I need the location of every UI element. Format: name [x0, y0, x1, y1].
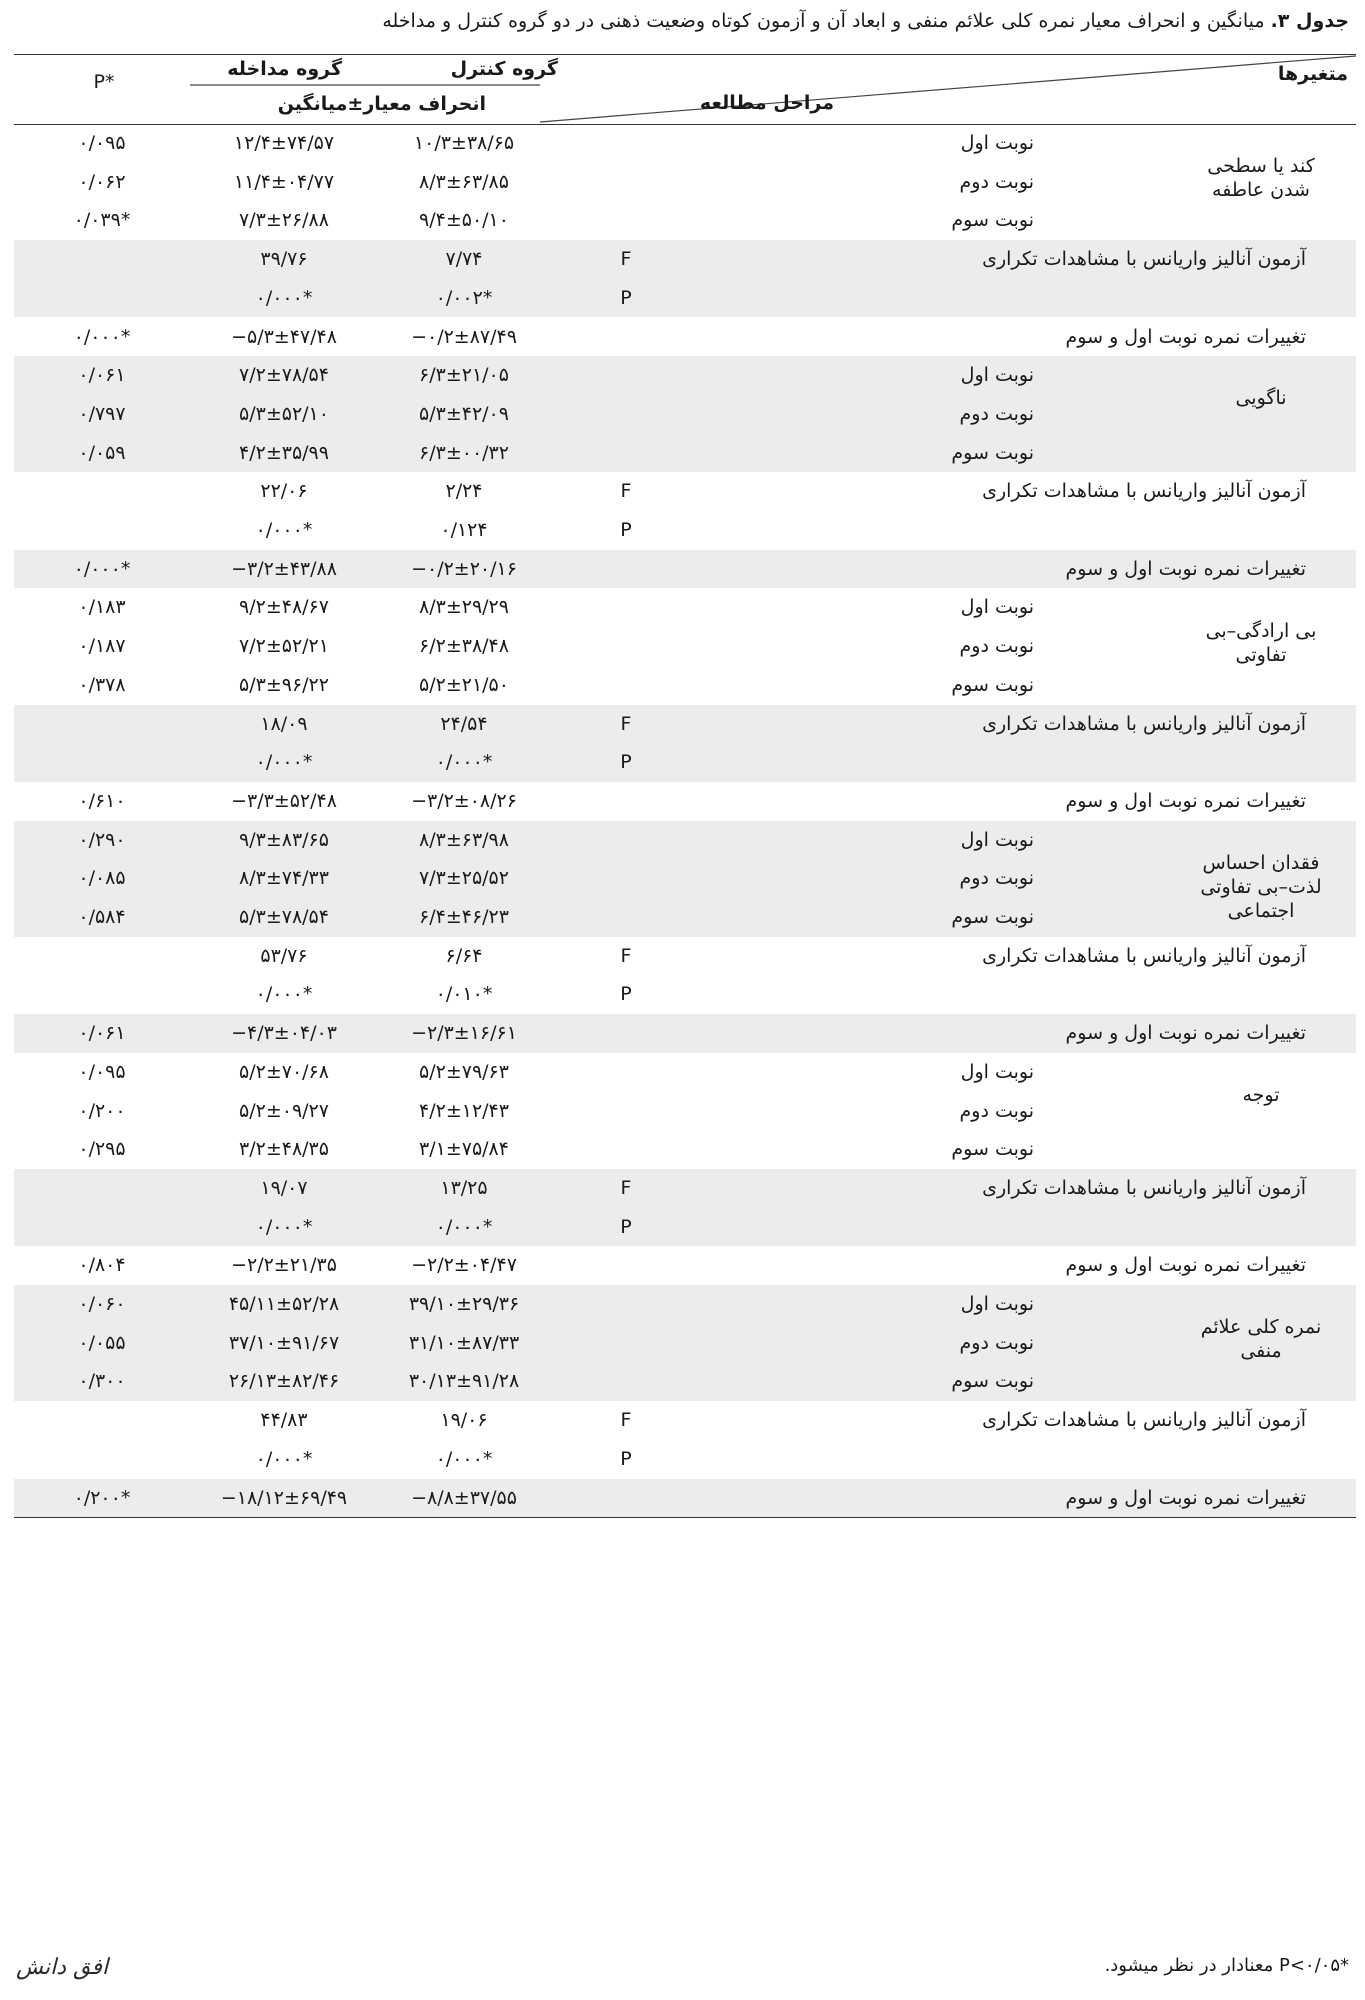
variable-name: فقدان احساس لذت–بی تفاوتی اجتماعی	[1200, 851, 1322, 922]
control-value: ۰/۰۰۰*	[435, 751, 493, 774]
fp-label: P	[620, 286, 632, 309]
p-value: ۰/۰۸۵	[78, 867, 126, 890]
control-value: −۳/۲±۰۸/۲۶	[411, 789, 517, 812]
control-value: ۳/۱±۷۵/۸۴	[419, 1138, 509, 1161]
intervention-value: ۰/۰۰۰*	[255, 1215, 313, 1238]
stage-label: نوبت سوم	[951, 1370, 1034, 1393]
intervention-value: −۱۸/۱۲±۶۹/۴۹	[220, 1486, 348, 1509]
fp-label: P	[620, 983, 632, 1006]
fp-label: F	[620, 944, 632, 967]
control-value: ۰/۰۱۰*	[435, 983, 493, 1006]
row-label: تغییرات نمره نوبت اول و سوم	[1065, 557, 1306, 580]
stage-label: نوبت اول	[960, 364, 1034, 387]
p-value: ۰/۰۶۰	[78, 1293, 126, 1315]
row-label: تغییرات نمره نوبت اول و سوم	[1065, 1022, 1306, 1045]
control-value: ۵/۲±۷۹/۶۳	[419, 1060, 509, 1083]
control-value: ۳۱/۱۰±۸۷/۳۳	[408, 1331, 520, 1354]
p-value: ۰/۳۷۸	[78, 673, 126, 696]
intervention-value: ۵۳/۷۶	[260, 944, 308, 967]
intervention-value: ۴/۲±۳۵/۹۹	[239, 441, 329, 464]
control-value: ۰/۰۰۲*	[435, 286, 493, 309]
header-control: گروه کنترل	[450, 58, 558, 80]
p-value: ۰/۰۵۵	[78, 1331, 126, 1354]
variable-name: توجه	[1242, 1084, 1280, 1107]
control-value: ۰/۰۰۰*	[435, 1215, 493, 1238]
intervention-value: ۵/۲±۷۰/۶۸	[239, 1060, 329, 1083]
variable-name: ناگویی	[1235, 387, 1287, 410]
p-value: ۰/۰۰۰*	[73, 325, 131, 348]
row-label: آزمون آنالیز واریانس با مشاهدات تکراری	[982, 944, 1306, 967]
fp-label: F	[620, 1409, 632, 1432]
row-label: آزمون آنالیز واریانس با مشاهدات تکراری	[982, 1409, 1306, 1432]
intervention-value: ۵/۳±۹۶/۲۲	[239, 673, 329, 696]
intervention-value: ۱۱/۴±۰۴/۷۷	[233, 170, 335, 193]
p-value: ۰/۰۹۵	[78, 132, 126, 154]
row-label: تغییرات نمره نوبت اول و سوم	[1065, 1486, 1306, 1509]
variable-name: بی ارادگی–بی تفاوتی	[1205, 619, 1317, 666]
stage-label: نوبت سوم	[951, 441, 1034, 464]
stage-label: نوبت سوم	[951, 906, 1034, 928]
p-value: ۰/۸۰۴	[78, 1254, 126, 1277]
control-value: ۳۰/۱۳±۹۱/۲۸	[408, 1370, 520, 1393]
control-value: ۶/۶۴	[445, 944, 483, 967]
fp-label: P	[620, 751, 632, 774]
journal-logo: افق دانش	[16, 1955, 109, 1980]
fp-label: F	[620, 480, 632, 503]
header-stages: مراحل مطالعه	[699, 92, 834, 114]
p-value: ۰/۰۳۹*	[73, 209, 131, 232]
stage-label: نوبت اول	[960, 596, 1034, 619]
variable-name: نمره کلی علائم منفی	[1200, 1316, 1322, 1363]
intervention-value: ۷/۲±۷۸/۵۴	[239, 364, 329, 387]
stage-label: نوبت اول	[960, 1060, 1034, 1083]
stage-label: نوبت دوم	[959, 635, 1034, 658]
p-value: ۰/۲۰۰	[78, 1099, 126, 1122]
table-caption-label: جدول ۳.	[1270, 10, 1349, 32]
intervention-value: −۳/۲±۴۳/۸۸	[231, 557, 337, 580]
stage-label: نوبت سوم	[951, 673, 1034, 696]
stage-label: نوبت اول	[960, 828, 1034, 851]
control-value: ۲۴/۵۴	[440, 712, 488, 735]
control-value: ۸/۳±۲۹/۲۹	[419, 596, 509, 619]
stage-label: نوبت سوم	[951, 1138, 1034, 1161]
header-mean-sd: انحراف معیار±میانگین	[277, 93, 486, 115]
p-value: ۰/۳۰۰	[78, 1370, 126, 1393]
row-label: تغییرات نمره نوبت اول و سوم	[1065, 789, 1306, 812]
intervention-value: ۳۷/۱۰±۹۱/۶۷	[228, 1331, 340, 1354]
row-label: آزمون آنالیز واریانس با مشاهدات تکراری	[982, 712, 1306, 735]
control-value: −۰/۲±۲۰/۱۶	[411, 557, 517, 580]
p-value: ۰/۷۹۷	[78, 402, 126, 425]
fp-label: F	[620, 712, 632, 735]
intervention-value: ۷/۳±۲۶/۸۸	[239, 209, 329, 232]
stage-label: نوبت دوم	[959, 170, 1034, 193]
intervention-value: −۳/۳±۵۲/۴۸	[231, 789, 337, 812]
intervention-value: ۰/۰۰۰*	[255, 751, 313, 774]
stage-label: نوبت سوم	[951, 209, 1034, 232]
control-value: ۵/۲±۲۱/۵۰	[419, 673, 509, 696]
intervention-value: ۰/۰۰۰*	[255, 286, 313, 309]
intervention-value: ۵/۳±۵۲/۱۰	[239, 402, 329, 425]
fp-label: F	[620, 248, 632, 271]
intervention-value: ۰/۰۰۰*	[255, 1447, 313, 1470]
p-value: ۰/۱۸۷	[78, 635, 126, 658]
intervention-value: ۱۹/۰۷	[260, 1176, 308, 1199]
intervention-value: ۲۶/۱۳±۸۲/۴۶	[228, 1370, 340, 1393]
control-value: ۳۹/۱۰±۲۹/۳۶	[408, 1293, 520, 1315]
intervention-value: ۴۵/۱۱±۵۲/۲۸	[228, 1293, 340, 1315]
variable-name: کند یا سطحی شدن عاطفه	[1207, 155, 1315, 202]
row-label: آزمون آنالیز واریانس با مشاهدات تکراری	[982, 1176, 1306, 1199]
stage-label: نوبت دوم	[959, 867, 1034, 890]
control-value: ۱۰/۳±۳۸/۶۵	[413, 132, 515, 154]
intervention-value: ۷/۲±۵۲/۲۱	[239, 635, 329, 658]
control-value: ۰/۱۲۴	[440, 519, 488, 541]
control-value: ۱۳/۲۵	[440, 1176, 488, 1199]
fp-label: F	[620, 1176, 632, 1199]
stage-label: نوبت دوم	[959, 1331, 1034, 1354]
fp-label: P	[620, 519, 632, 541]
row-label: تغییرات نمره نوبت اول و سوم	[1065, 325, 1306, 348]
control-value: ۲/۲۴	[445, 480, 483, 503]
intervention-value: ۵/۲±۰۹/۲۷	[239, 1099, 329, 1122]
control-value: ۵/۳±۴۲/۰۹	[419, 402, 509, 425]
p-value: ۰/۰۶۲	[78, 170, 126, 193]
fp-label: P	[620, 1215, 632, 1238]
control-value: ۹/۴±۵۰/۱۰	[419, 209, 509, 232]
p-value: ۰/۵۸۴	[78, 906, 126, 928]
intervention-value: ۵/۳±۷۸/۵۴	[239, 906, 329, 928]
control-value: ۸/۳±۶۳/۹۸	[419, 828, 509, 851]
stage-label: نوبت دوم	[959, 1099, 1034, 1122]
p-value: ۰/۰۶۱	[78, 364, 126, 387]
intervention-value: ۲۲/۰۶	[260, 480, 308, 503]
control-value: −۸/۸±۳۷/۵۵	[411, 1486, 517, 1509]
control-value: ۶/۳±۰۰/۳۲	[419, 441, 509, 464]
intervention-value: ۳۹/۷۶	[260, 248, 308, 271]
footnote: *P<۰/۰۵ معنادار در نظر میشود.	[1104, 1955, 1349, 1976]
table-caption	[9, 8, 1349, 34]
intervention-value: ۴۴/۸۳	[260, 1409, 308, 1432]
intervention-value: −۴/۳±۰۴/۰۳	[231, 1022, 337, 1045]
intervention-value: −۵/۳±۴۷/۴۸	[231, 325, 337, 348]
intervention-value: ۰/۰۰۰*	[255, 519, 313, 541]
control-value: ۶/۴±۴۶/۲۳	[419, 906, 509, 928]
header-p: P*	[93, 71, 115, 93]
intervention-value: ۹/۲±۴۸/۶۷	[239, 596, 329, 619]
control-value: ۷/۳±۲۵/۵۲	[419, 867, 509, 890]
p-value: ۰/۶۱۰	[78, 789, 126, 812]
stage-label: نوبت اول	[960, 132, 1034, 154]
p-value: ۰/۲۰۰*	[73, 1486, 131, 1509]
p-value: ۰/۲۹۰	[78, 828, 126, 851]
intervention-value: ۳/۲±۴۸/۳۵	[239, 1138, 329, 1161]
row-label: آزمون آنالیز واریانس با مشاهدات تکراری	[982, 480, 1306, 503]
table-caption-text: میانگین و انحراف معیار نمره کلی علائم منفی و ابعاد آن و آزمون کوتاه وضعیت ذهنی در دو گروه کنترل و مداخله	[382, 10, 1265, 32]
p-value: ۰/۰۵۹	[78, 441, 126, 464]
control-value: ۸/۳±۶۳/۸۵	[419, 170, 509, 193]
p-value: ۰/۰۹۵	[78, 1060, 126, 1083]
p-value: ۰/۱۸۳	[78, 596, 126, 619]
control-value: ۱۹/۰۶	[440, 1409, 488, 1432]
fp-label: P	[620, 1447, 632, 1470]
header-diagonal-divider	[14, 54, 1356, 124]
row-label: آزمون آنالیز واریانس با مشاهدات تکراری	[982, 248, 1306, 271]
control-value: ۶/۳±۲۱/۰۵	[419, 364, 509, 387]
stage-label: نوبت دوم	[959, 402, 1034, 425]
intervention-value: ۱۸/۰۹	[260, 712, 308, 735]
stage-label: نوبت اول	[960, 1293, 1034, 1315]
intervention-value: ۹/۳±۸۳/۶۵	[239, 828, 329, 851]
control-value: −۰/۲±۸۷/۴۹	[411, 325, 517, 348]
p-value: ۰/۲۹۵	[78, 1138, 126, 1161]
intervention-value: ۰/۰۰۰*	[255, 983, 313, 1006]
p-value: ۰/۰۰۰*	[73, 557, 131, 580]
intervention-value: ۱۲/۴±۷۴/۵۷	[233, 132, 335, 154]
row-label: تغییرات نمره نوبت اول و سوم	[1065, 1254, 1306, 1277]
p-value: ۰/۰۶۱	[78, 1022, 126, 1045]
control-value: ۷/۷۴	[445, 248, 483, 271]
control-value: −۲/۳±۱۶/۶۱	[411, 1022, 517, 1045]
intervention-value: −۲/۲±۲۱/۳۵	[231, 1254, 337, 1277]
header-variables: متغیرها	[1277, 63, 1348, 85]
intervention-value: ۸/۳±۷۴/۳۳	[239, 867, 329, 890]
control-value: ۰/۰۰۰*	[435, 1447, 493, 1470]
control-value: −۲/۲±۰۴/۴۷	[411, 1254, 517, 1277]
control-value: ۶/۲±۳۸/۴۸	[419, 635, 509, 658]
control-value: ۴/۲±۱۲/۴۳	[419, 1099, 509, 1122]
header-intervention: گروه مداخله	[227, 58, 342, 80]
